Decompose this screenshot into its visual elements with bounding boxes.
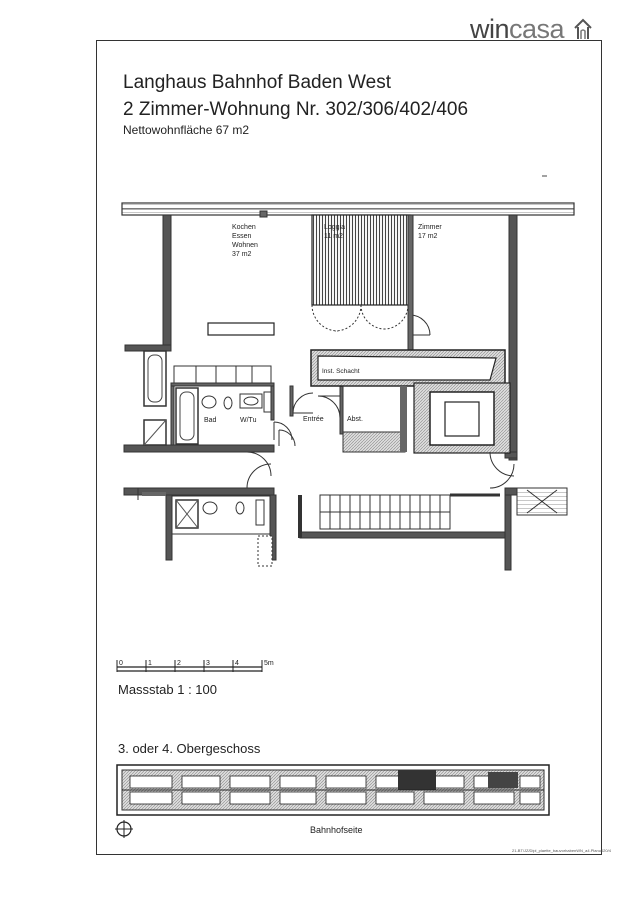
compass-icon	[115, 820, 133, 838]
shower-tray	[144, 420, 166, 445]
floor-label: 3. oder 4. Obergeschoss	[118, 741, 261, 756]
room-label-loggia: Loggia	[324, 224, 346, 231]
building-title: Langhaus Bahnhof Baden West	[123, 72, 391, 93]
scale-tick-2: 2	[177, 660, 181, 667]
lower-bathroom	[138, 488, 272, 566]
street-label: Bahnhofseite	[310, 825, 363, 835]
scale-tick-3: 3	[206, 660, 210, 667]
room-label-bad: Bad	[204, 417, 217, 424]
reference-code: 21-BT/JZ/Dipl_plaette_bauvorhabenWN_a4.Planu020/4	[512, 848, 611, 853]
scale-tick-0: 0	[119, 660, 123, 667]
room-label-essen: Essen	[232, 233, 252, 240]
room-label-wc: W/Tu	[240, 417, 257, 424]
scale-bar	[117, 660, 262, 672]
net-area: Nettowohnfläche 67 m2	[123, 123, 250, 137]
east-balcony	[517, 488, 567, 515]
apartment-title: 2 Zimmer-Wohnung Nr. 302/306/402/406	[123, 99, 469, 120]
scale-tick-5: 5m	[264, 660, 274, 667]
room-label-zimmer: Zimmer	[418, 224, 442, 231]
room-label-kochen: Kochen	[232, 224, 256, 231]
facade-band	[122, 203, 574, 215]
room-area-kochen: 37 m2	[232, 251, 252, 258]
room-label-schacht: Inst. Schacht	[322, 368, 360, 375]
kitchen-row	[174, 366, 271, 383]
scale-tick-1: 1	[148, 660, 152, 667]
room-label-abst: Abst.	[347, 416, 363, 423]
bathroom-fixtures	[176, 388, 271, 444]
bathtub	[144, 351, 166, 406]
scale-tick-4: 4	[235, 660, 239, 667]
building-overview	[117, 765, 549, 815]
kitchen-island	[208, 323, 274, 335]
wardrobe-block	[414, 383, 510, 453]
room-area-loggia: 11 m2	[324, 233, 343, 240]
scale-label: Massstab 1 : 100	[118, 682, 217, 697]
room-label-entree: Entrée	[303, 416, 324, 423]
logo-text-casa: casa	[509, 14, 565, 44]
logo-text-win: win	[470, 14, 510, 44]
room-area-zimmer: 17 m2	[418, 233, 438, 240]
room-label-wohnen: Wohnen	[232, 242, 258, 249]
